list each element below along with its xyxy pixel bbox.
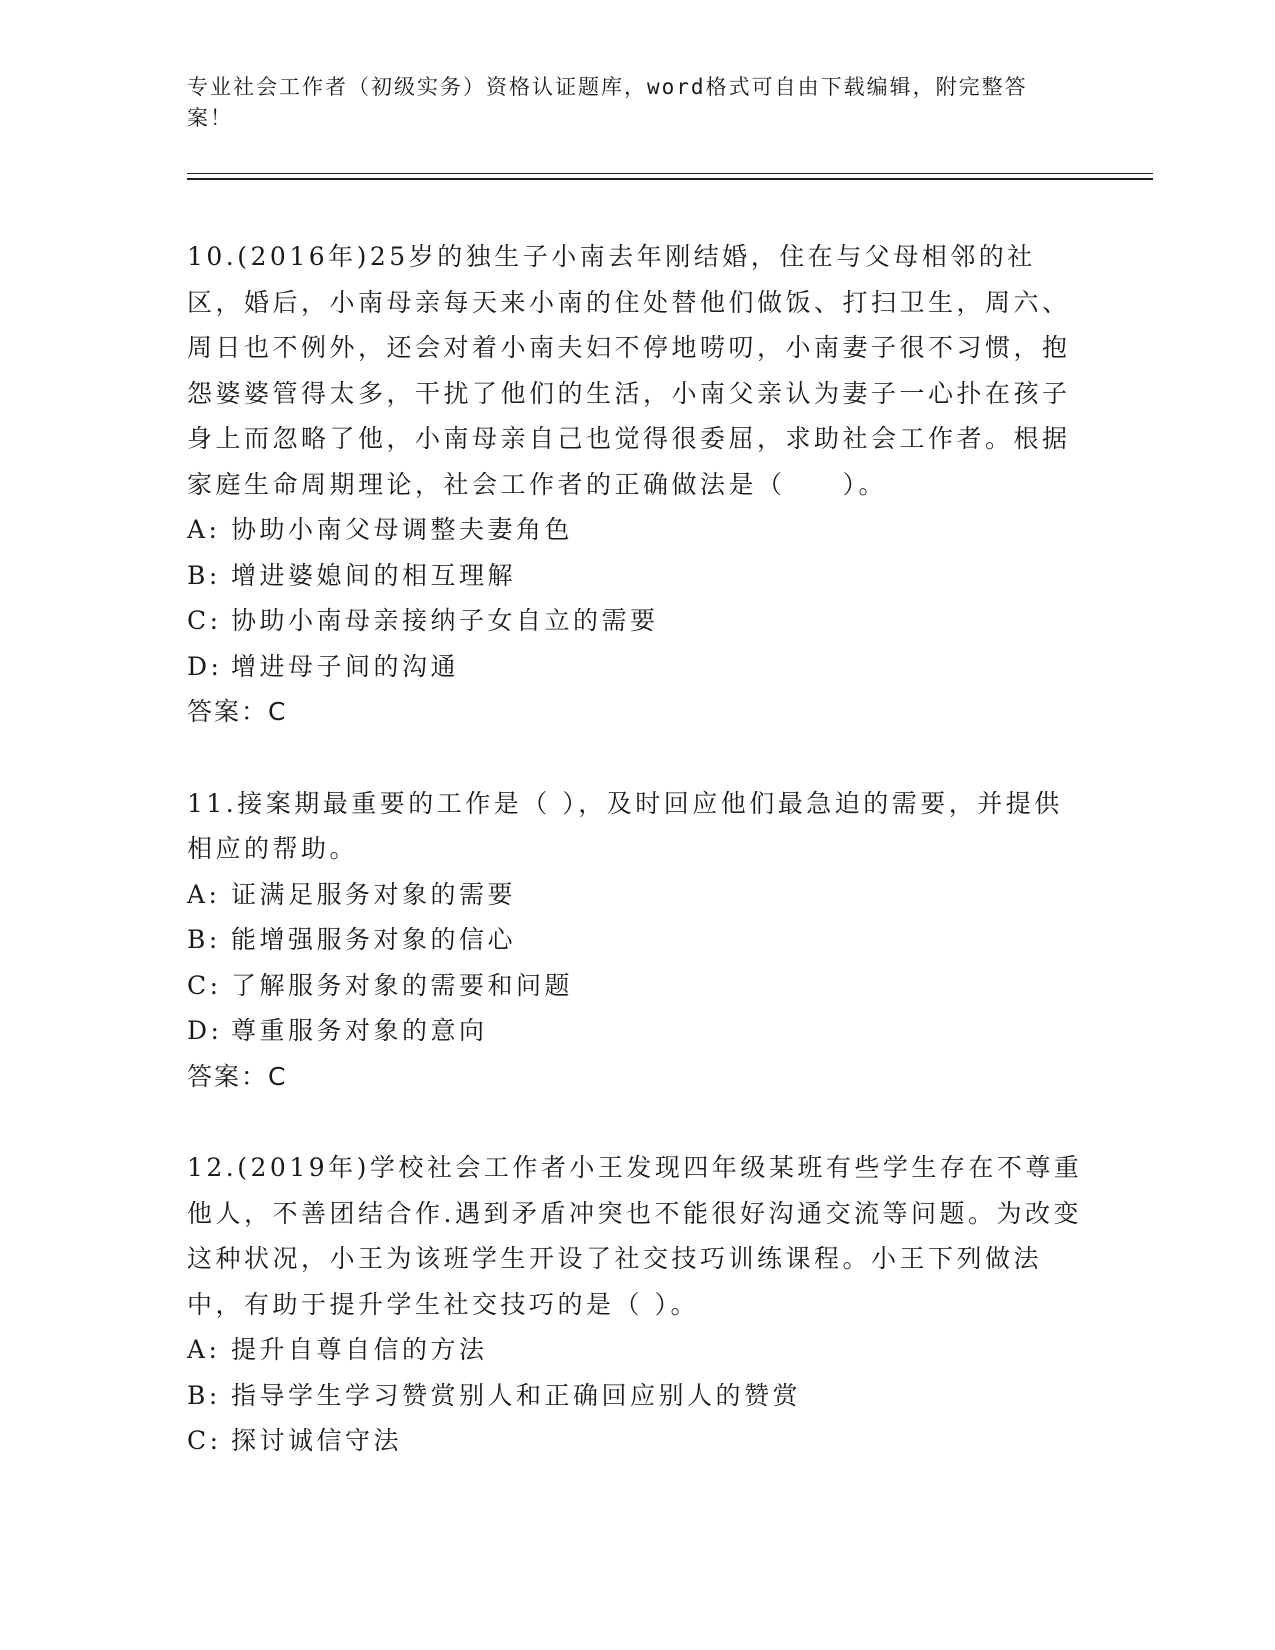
question-list bbox=[187, 234, 1087, 1510]
option-key: C: bbox=[187, 970, 222, 1000]
option-b bbox=[187, 917, 1087, 963]
option-key: B: bbox=[187, 560, 221, 590]
option-text: 指导学生学习赞赏别人和正确回应别人的赞赏 bbox=[231, 1380, 802, 1410]
header-divider-thick bbox=[187, 178, 1153, 180]
option-text: 能增强服务对象的信心 bbox=[231, 925, 517, 954]
question-text: 10.(2016年)25岁的独生子小南去年刚结婚，住在与父母相邻的社区，婚后，小南母亲每天来小南的住处替他们做饭、打扫卫生，周六、周日也不例外，还会对着小南夫妇不停地唠叨，小南妻子很不习惯，抱怨婆婆管得太多，干扰了他们的生活，小南父亲认为妻子一心扑在孩子身上而忽略了他，小南母亲自己也觉得很委屈，求助社会工作者。根据家庭生命周期理论，社会工作者的正确做法是（ ）。 bbox=[187, 242, 1071, 499]
option-text: 提升自尊自信的方法 bbox=[231, 1335, 488, 1364]
question-10 bbox=[187, 234, 1087, 735]
option-c bbox=[187, 1418, 1087, 1464]
option-a bbox=[187, 872, 1087, 918]
header-divider-thin bbox=[187, 173, 1153, 174]
option-a bbox=[187, 507, 1087, 553]
option-b bbox=[187, 553, 1087, 599]
option-key: D: bbox=[187, 1016, 223, 1045]
question-12 bbox=[187, 1145, 1087, 1464]
option-key: A: bbox=[187, 879, 221, 909]
answer: 答案：C bbox=[187, 697, 288, 726]
option-key: C: bbox=[187, 606, 222, 635]
option-key: A: bbox=[187, 515, 221, 544]
option-text: 探讨诚信守法 bbox=[231, 1426, 403, 1455]
option-text: 增进母子间的沟通 bbox=[231, 651, 460, 681]
option-text: 了解服务对象的需要和问题 bbox=[231, 970, 574, 1000]
option-text: 增进婆媳间的相互理解 bbox=[231, 560, 517, 590]
option-key: C: bbox=[187, 1426, 222, 1455]
option-a bbox=[187, 1327, 1087, 1373]
option-b bbox=[187, 1373, 1087, 1419]
question-11 bbox=[187, 781, 1087, 1100]
option-key: B: bbox=[187, 925, 221, 954]
option-key: D: bbox=[187, 651, 223, 681]
option-c bbox=[187, 598, 1087, 644]
option-text: 证满足服务对象的需要 bbox=[231, 879, 517, 909]
option-text: 协助小南母亲接纳子女自立的需要 bbox=[231, 606, 659, 635]
option-d bbox=[187, 644, 1087, 690]
question-text: 12.(2019年)学校社会工作者小王发现四年级某班有些学生存在不尊重他人，不善团结合作.遇到矛盾冲突也不能很好沟通交流等问题。为改变这种状况，小王为该班学生开设了社交技巧训练课程。小王下列做法中，有助于提升学生社交技巧的是（ ）。 bbox=[187, 1153, 1083, 1319]
option-text: 协助小南父母调整夫妻角色 bbox=[231, 515, 574, 544]
option-key: A: bbox=[187, 1335, 221, 1364]
option-c bbox=[187, 963, 1087, 1009]
option-text: 尊重服务对象的意向 bbox=[231, 1016, 488, 1045]
question-text: 11.接案期最重要的工作是（ ），及时回应他们最急迫的需要，并提供相应的帮助。 bbox=[187, 788, 1063, 863]
answer: 答案：C bbox=[187, 1061, 288, 1091]
option-key: B: bbox=[187, 1380, 221, 1410]
document-header: 专业社会工作者（初级实务）资格认证题库，word格式可自由下载编辑，附完整答案！ bbox=[187, 75, 1028, 130]
option-d bbox=[187, 1008, 1087, 1054]
